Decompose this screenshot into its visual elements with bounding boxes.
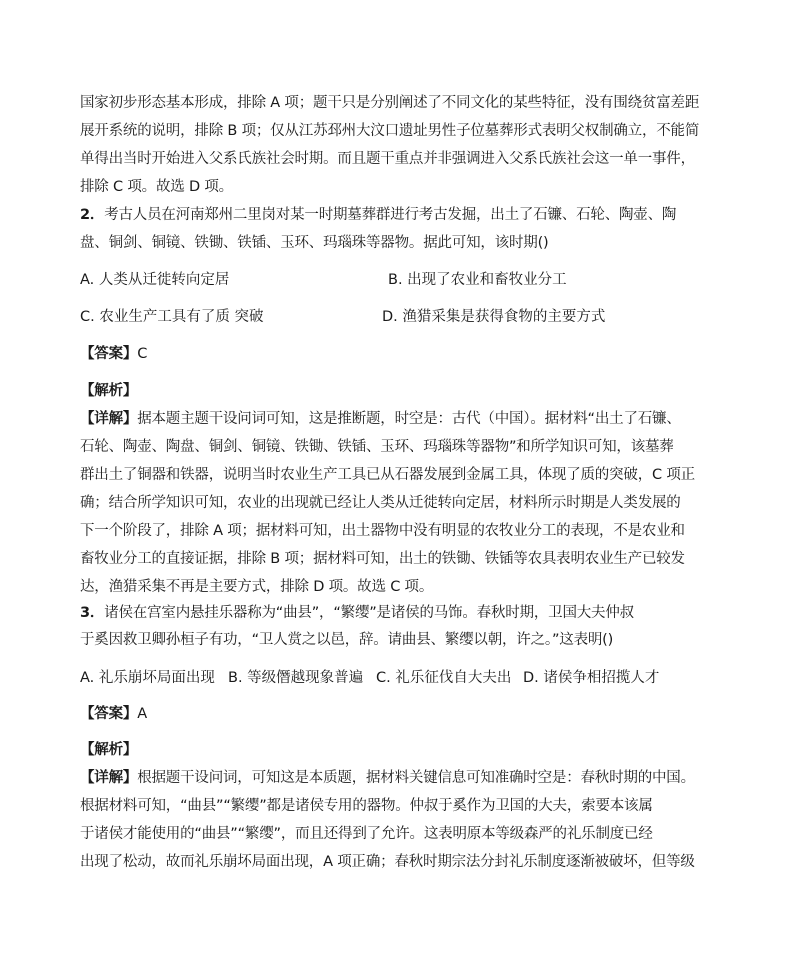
q3-option-c: C. 礼乐征伐自大夫出 — [376, 670, 512, 686]
q2-stem-line — [80, 202, 725, 228]
q2-option-c: C. 农业生产工具有了质 突破 — [80, 309, 264, 325]
q3-detail-line: 出现了松动，故而礼乐崩坏局面出现，A 项正确；春秋时期宗法分封礼乐制度逐渐被破坏，但等级 — [80, 854, 695, 870]
q2-detail-line: 群出土了铜器和铁器，说明当时农业生产工具已从石器发展到金属工具，体现了质的突破，C 项正 — [80, 467, 695, 483]
intro-line: 展开系统的说明，排除 B 项；仅从江苏邳州大汶口遗址男性子位墓葬形式表明父权制确立，不能简 — [80, 123, 700, 139]
q2-option-b: B. 出现了农业和畜牧业分工 — [388, 272, 567, 288]
q2-option-a: A. 人类从迁徙转向定居 — [80, 272, 230, 288]
q2-stem-text: 考古人员在河南郑州二里岗对某一时期墓葬群进行考古发掘，出土了石镰、石轮、陶壶、陶 — [104, 207, 677, 223]
q3-analysis-label: 【解析】 — [80, 742, 138, 758]
q2-detail-line: 畜牧业分工的直接证据，排除 B 项；据材料可知，出土的铁锄、铁锸等农具表明农业生产已较发 — [80, 551, 685, 567]
q3-number: 3． — [80, 605, 105, 621]
detail-label: 【详解】 — [80, 770, 138, 786]
answer-value: A — [137, 706, 147, 722]
q2-detail-line — [80, 406, 725, 432]
detail-label: 【详解】 — [80, 411, 138, 427]
q2-detail-line: 确；结合所学知识可知，农业的出现就已经让人类从迁徙转向定居，材料所示时期是人类发展的 — [80, 495, 681, 511]
q2-detail-line: 达，渔猎采集不再是主要方式，排除 D 项。故选 C 项。 — [80, 579, 434, 595]
q3-detail-line: 于诸侯才能使用的“曲县”“繁缨”，而且还得到了允许。这表明原本等级森严的礼乐制度已经 — [80, 826, 653, 842]
q2-answer — [80, 341, 725, 367]
q3-detail-line: 根据材料可知，“曲县”“繁缨”都是诸侯专用的器物。仲叔于奚作为卫国的大夫，索要本该属 — [80, 798, 653, 814]
q3-option-b: B. 等级僭越现象普遍 — [228, 670, 364, 686]
q3-stem-line — [80, 600, 725, 626]
detail-text: 据本题主题干设问词可知，这是推断题，时空是：古代（中国）。据材料“出土了石镰、 — [137, 411, 681, 427]
q3-detail-line — [80, 765, 725, 791]
intro-line: 国家初步形态基本形成，排除 A 项；题干只是分别阐述了不同文化的某些特征，没有围绕贫富差距 — [80, 95, 700, 111]
intro-line: 单得出当时开始进入父系氏族社会时期。而且题干重点并非强调进入父系氏族社会这一单一事件， — [80, 151, 695, 167]
detail-text: 根据题干设问词，可知这是本质题，据材料关键信息可知准确时空是：春秋时期的中国。 — [137, 770, 695, 786]
q2-analysis-label: 【解析】 — [80, 383, 138, 399]
intro-line: 排除 C 项。故选 D 项。 — [80, 179, 233, 195]
q2-number: 2． — [80, 207, 105, 223]
q2-option-d: D. 渔猎采集是获得食物的主要方式 — [382, 309, 606, 325]
q2-detail-line: 下一个阶段了，排除 A 项；据材料可知，出土器物中没有明显的农牧业分工的表现，不是农业和 — [80, 523, 685, 539]
answer-label: 【答案】 — [80, 706, 138, 722]
q3-stem-line: 于奚因救卫卿孙桓子有功，“卫人赏之以邑，辞。请曲县、繁缨以朝，许之。”这表明() — [80, 632, 614, 648]
answer-value: C — [137, 346, 148, 362]
q2-detail-line: 石轮、陶壶、陶盘、铜剑、铜镜、铁锄、铁锸、玉环、玛瑙珠等器物”和所学知识可知，该墓葬 — [80, 439, 674, 455]
q3-option-a: A. 礼乐崩坏局面出现 — [80, 670, 215, 686]
q2-stem-line: 盘、铜剑、铜镜、铁锄、铁锸、玉环、玛瑙珠等器物。据此可知，该时期() — [80, 235, 549, 251]
q3-stem-text: 诸侯在宫室内悬挂乐器称为“曲县”，“繁缨”是诸侯的马饰。春秋时期，卫国大夫仲叔 — [104, 605, 634, 621]
q3-answer — [80, 701, 725, 727]
answer-label: 【答案】 — [80, 346, 138, 362]
q3-option-d: D. 诸侯争相招揽人才 — [523, 670, 660, 686]
